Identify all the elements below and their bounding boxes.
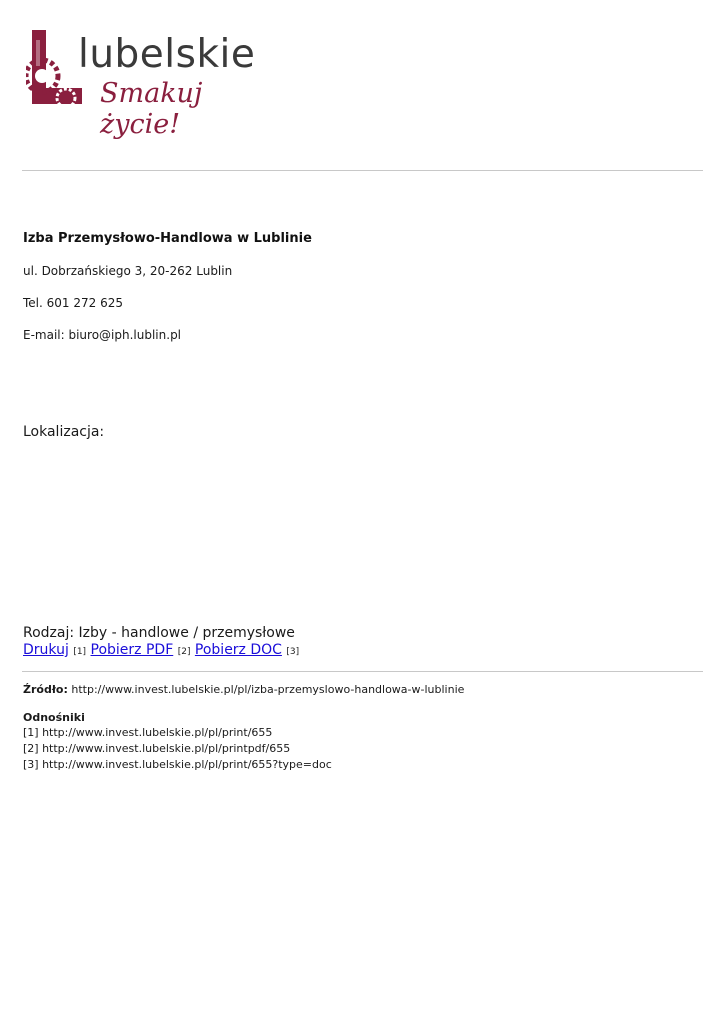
doc-download-link[interactable]: Pobierz DOC bbox=[194, 642, 282, 658]
pdf-download-link[interactable]: Pobierz PDF bbox=[90, 642, 174, 658]
entry-type: Rodzaj: Izby - handlowe / przemysłowe bbox=[23, 625, 295, 641]
reference-item: [3] http://www.invest.lubelskie.pl/pl/print/655?type=doc bbox=[23, 758, 332, 771]
action-links bbox=[23, 642, 299, 658]
reference-item: [2] http://www.invest.lubelskie.pl/pl/printpdf/655 bbox=[23, 742, 291, 755]
lubelskie-logo bbox=[26, 26, 256, 140]
source-label: Źródło: bbox=[23, 683, 68, 696]
entry-phone: Tel. 601 272 625 bbox=[23, 296, 123, 310]
footer-divider bbox=[22, 671, 703, 672]
reference-item: [1] http://www.invest.lubelskie.pl/pl/print/655 bbox=[23, 726, 273, 739]
top-divider bbox=[22, 170, 703, 171]
doc-ref: [3] bbox=[286, 647, 300, 657]
entry-address: ul. Dobrzańskiego 3, 20-262 Lublin bbox=[23, 264, 233, 278]
print-link[interactable]: Drukuj bbox=[23, 642, 69, 658]
location-label: Lokalizacja: bbox=[23, 424, 105, 440]
logo-tagline: Smakuj życie! bbox=[100, 78, 203, 140]
pdf-ref: [2] bbox=[177, 647, 191, 657]
entry-title: Izba Przemysłowo-Handlowa w Lublinie bbox=[23, 231, 312, 246]
entry-email: E-mail: biuro@iph.lublin.pl bbox=[23, 328, 182, 342]
print-ref: [1] bbox=[73, 647, 87, 657]
logo-wordmark: lubelskie bbox=[78, 32, 256, 77]
source-line bbox=[23, 683, 464, 696]
source-url: http://www.invest.lubelskie.pl/pl/izba-przemyslowo-handlowa-w-lublinie bbox=[71, 683, 465, 696]
logo-emblem-icon bbox=[26, 26, 86, 110]
references-heading: Odnośniki bbox=[23, 711, 85, 724]
